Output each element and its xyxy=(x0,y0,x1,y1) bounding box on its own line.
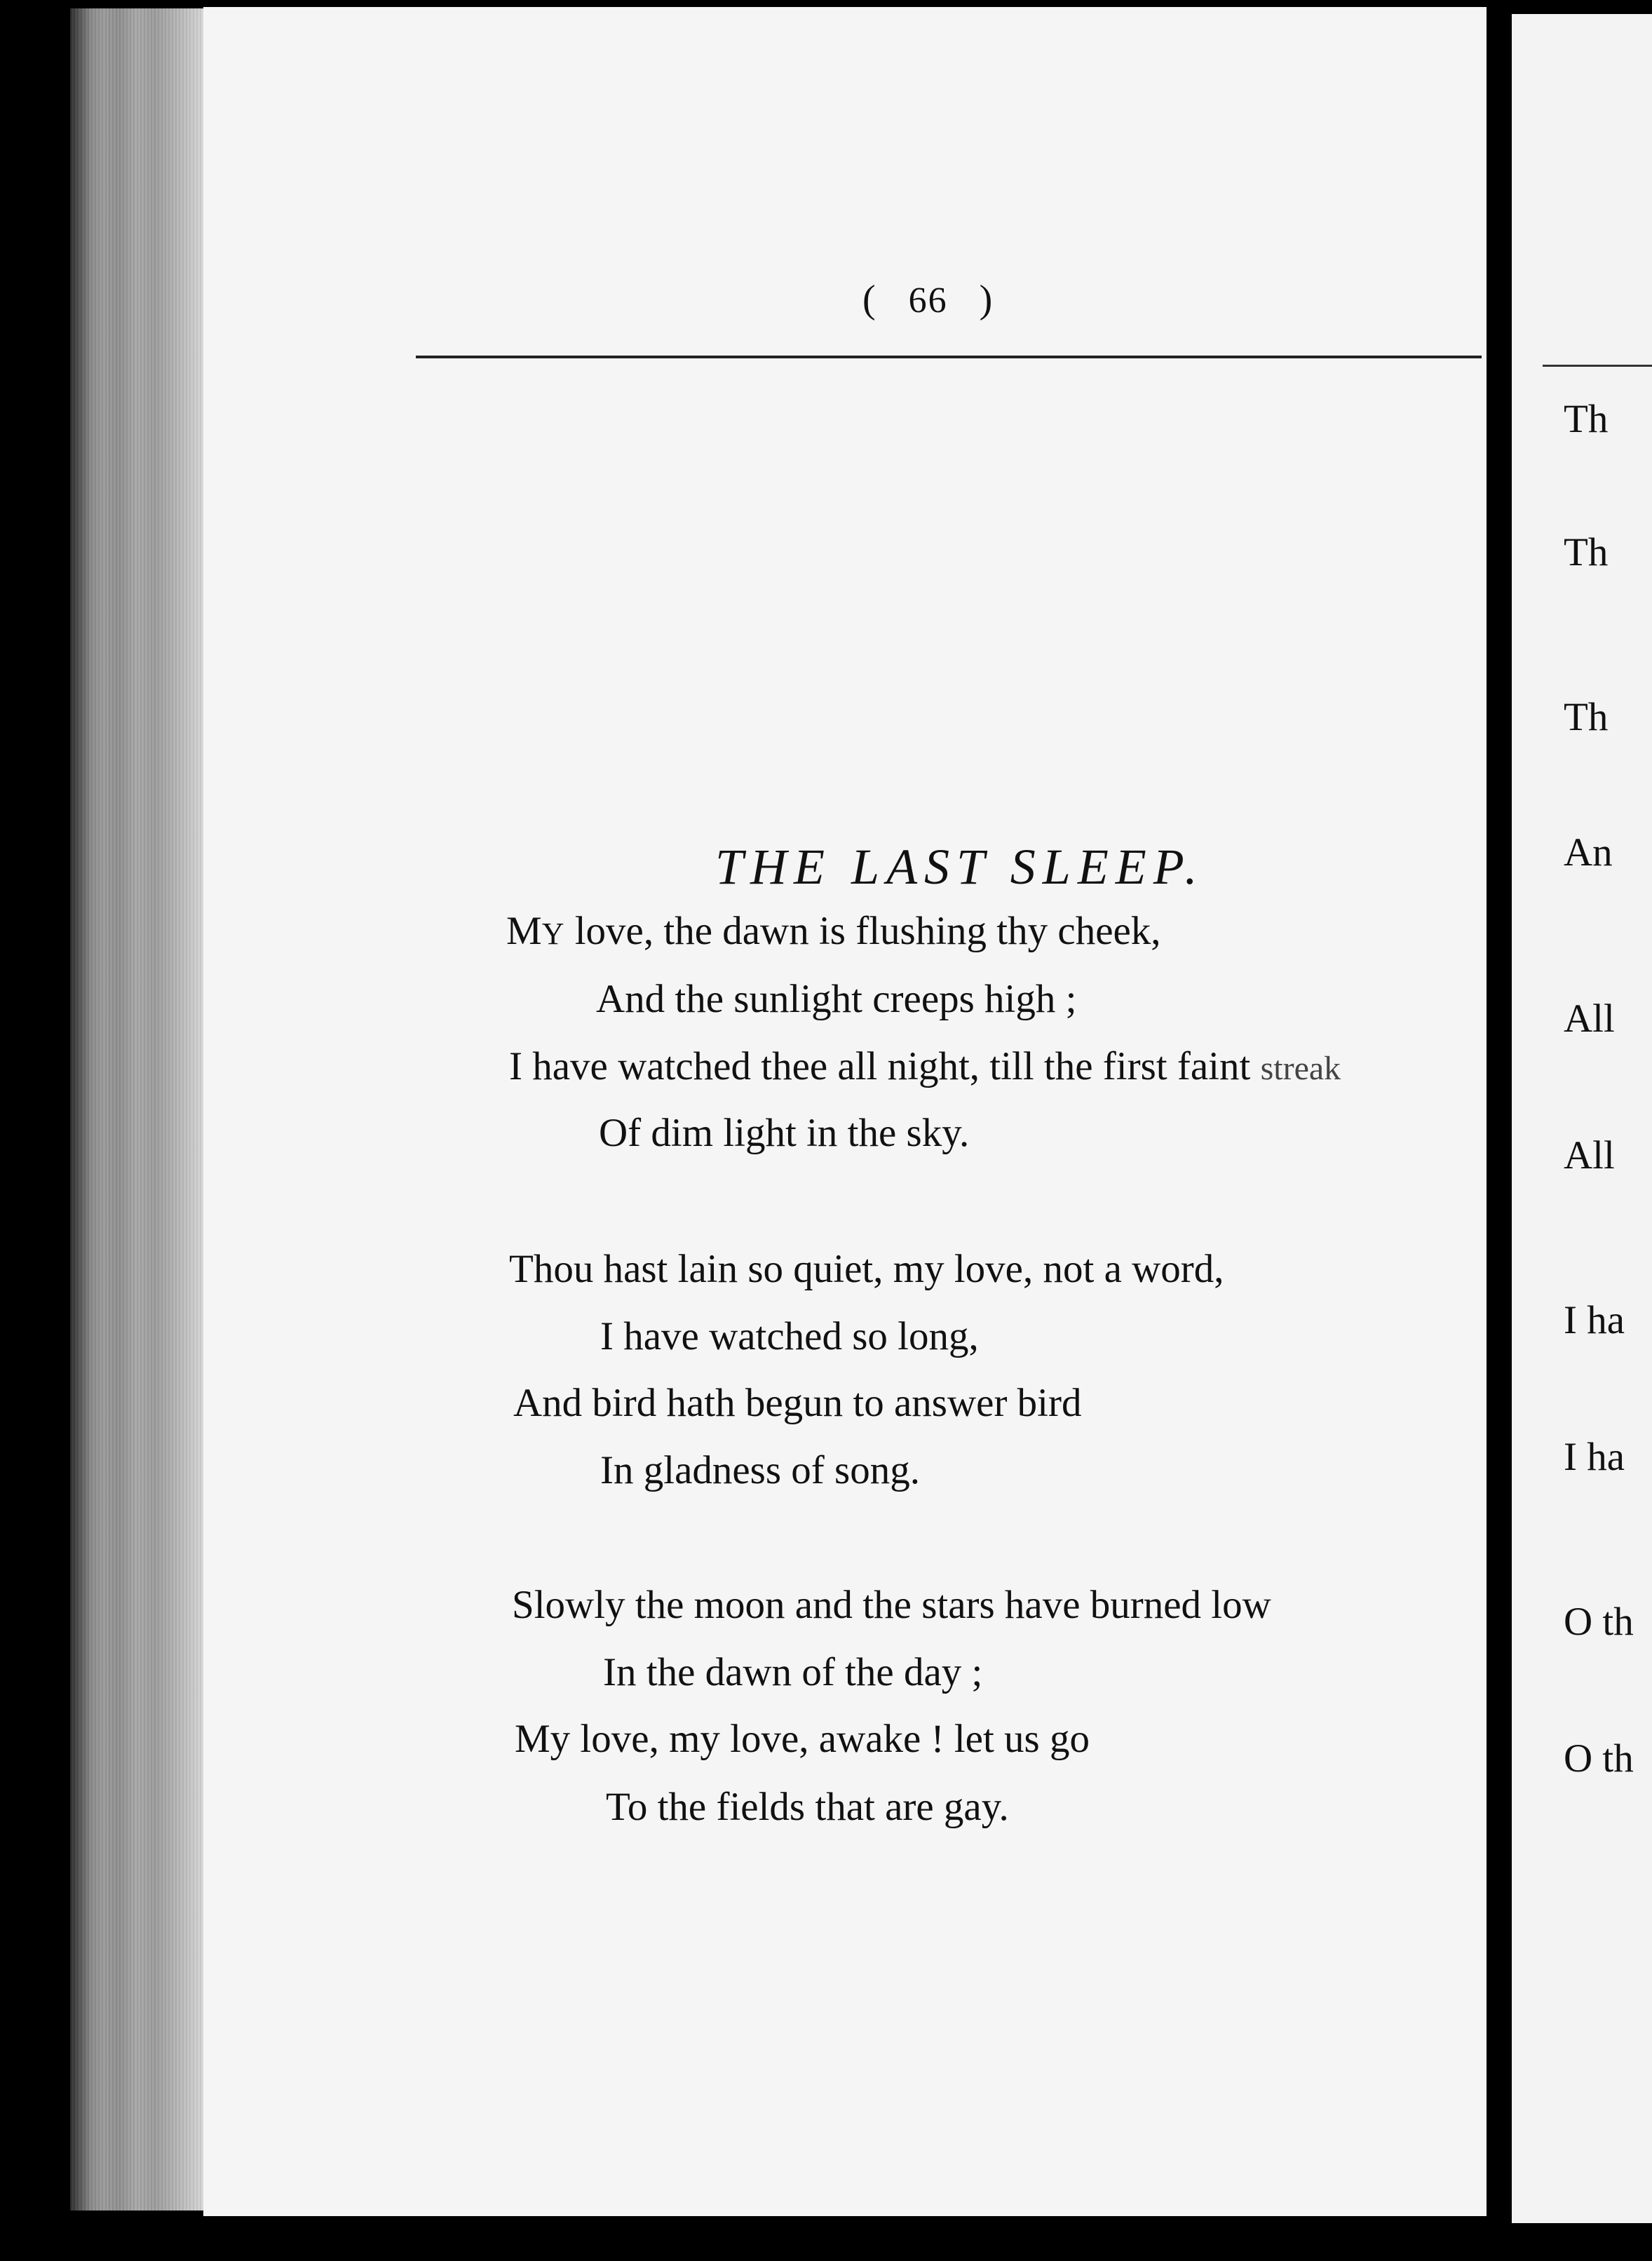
poem-line-1 xyxy=(506,908,1161,954)
poem-line-6: I have watched so long, xyxy=(600,1314,979,1358)
poem-line-1-rest: love, the dawn is flushing thy cheek, xyxy=(564,909,1161,953)
poem-line-12: To the fields that are gay. xyxy=(606,1785,1009,1829)
page-number-value: 66 xyxy=(908,281,948,320)
poem-line-4: Of dim light in the sky. xyxy=(599,1111,970,1155)
poem-line-9: Slowly the moon and the stars have burned low xyxy=(512,1583,1271,1627)
page-number-open-paren: ( xyxy=(862,278,877,321)
book-gutter xyxy=(1487,0,1512,2261)
facing-fragment-3: Th xyxy=(1564,695,1609,739)
poem-line-8: In gladness of song. xyxy=(600,1448,920,1492)
facing-fragment-1: Th xyxy=(1564,397,1609,441)
poem-line-3-end: streak xyxy=(1260,1050,1341,1087)
poem-line-2: And the sunlight creeps high ; xyxy=(596,977,1077,1021)
poem-line-3-main: I have watched thee all night, till the first faint xyxy=(509,1044,1261,1088)
page-number xyxy=(862,277,994,322)
facing-fragment-6: All xyxy=(1564,1133,1615,1177)
page-number-close-paren: ) xyxy=(979,278,994,321)
drop-word-cap: M xyxy=(506,909,542,953)
poem-title: THE LAST SLEEP. xyxy=(715,839,1205,895)
poem-line-10: In the dawn of the day ; xyxy=(603,1650,983,1694)
facing-header-rule xyxy=(1543,365,1652,367)
facing-fragment-9: O th xyxy=(1564,1600,1634,1644)
facing-fragment-7: I ha xyxy=(1564,1298,1625,1342)
poem-line-3 xyxy=(509,1044,1341,1089)
facing-fragment-10: O th xyxy=(1564,1736,1634,1781)
page-edges xyxy=(70,8,203,2211)
facing-fragment-2: Th xyxy=(1564,530,1609,574)
poem-line-11: My love, my love, awake ! let us go xyxy=(515,1717,1090,1761)
facing-fragment-8: I ha xyxy=(1564,1435,1625,1479)
facing-fragment-4: An xyxy=(1564,830,1613,875)
facing-fragment-5: All xyxy=(1564,997,1615,1041)
drop-word-smallcaps: Y xyxy=(541,917,565,951)
right-page xyxy=(1512,14,1652,2223)
header-rule xyxy=(416,356,1482,358)
poem-line-5: Thou hast lain so quiet, my love, not a word, xyxy=(509,1247,1224,1291)
poem-line-7: And bird hath begun to answer bird xyxy=(513,1381,1082,1425)
